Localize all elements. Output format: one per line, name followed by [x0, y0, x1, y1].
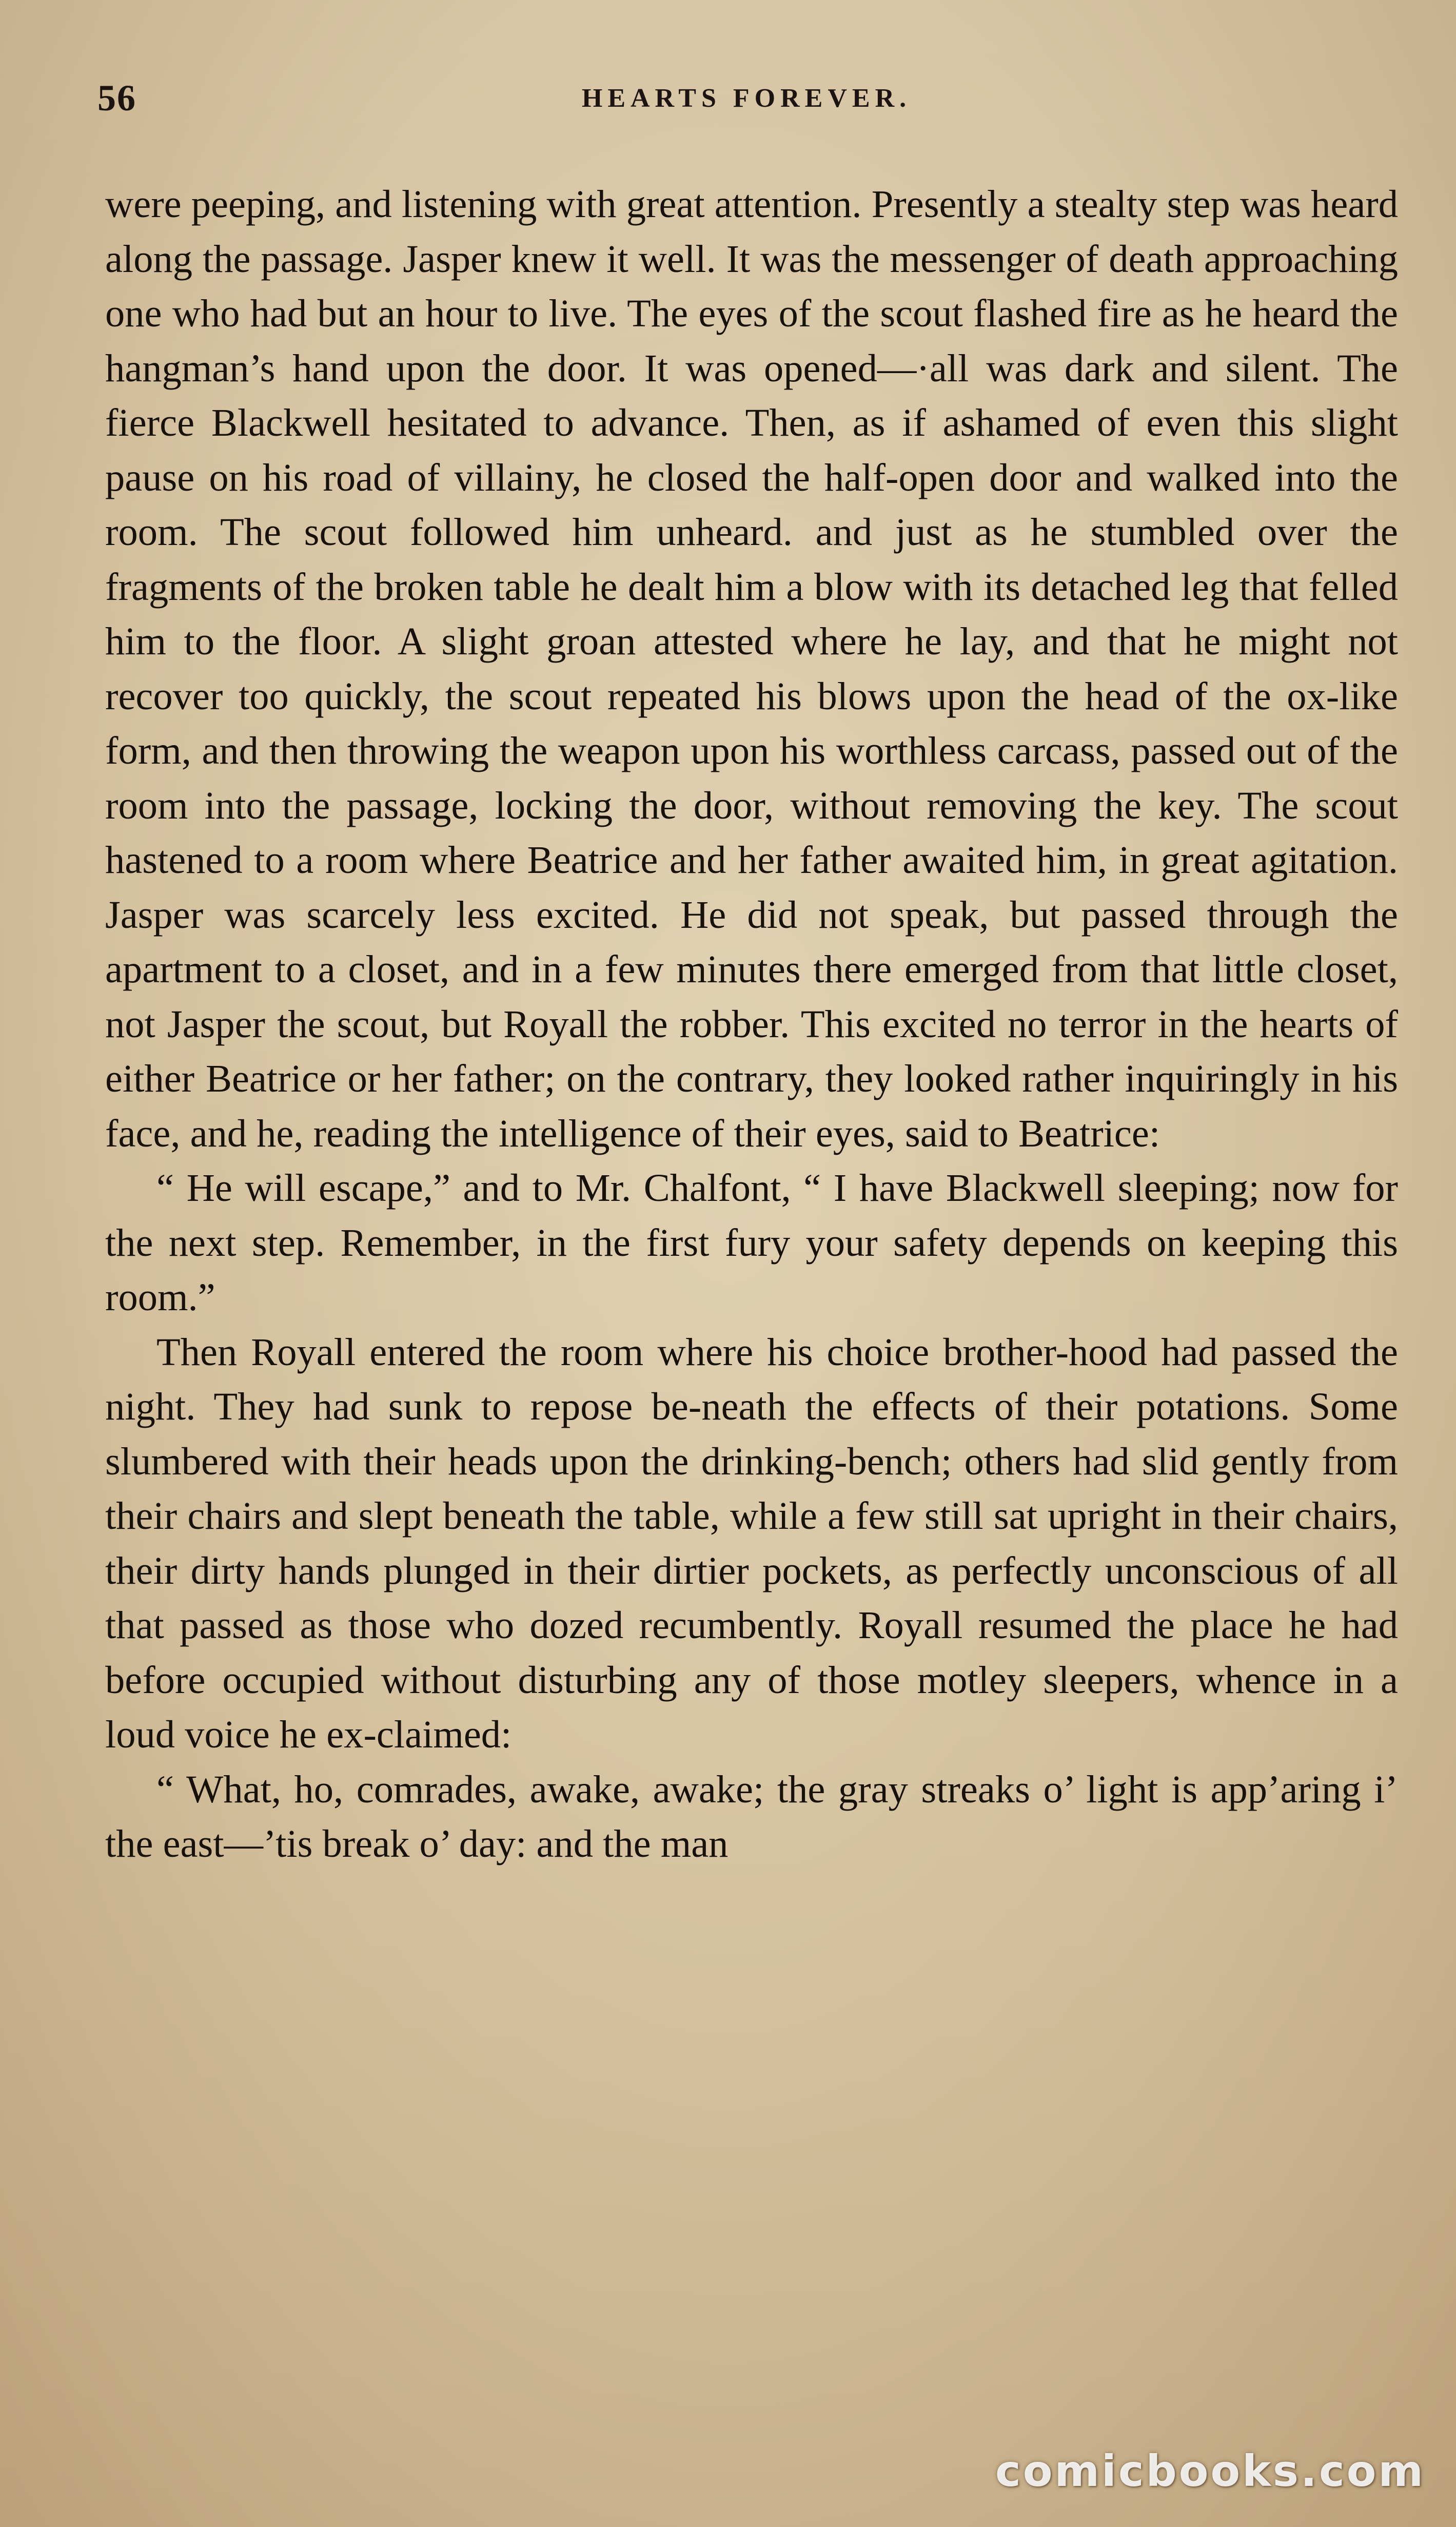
- paragraph-2: “ He will escape,” and to Mr. Chalfont, “ I have Blackwell sleeping; now for the next step. Remember, in the first fury your safety depends on keeping this room.”: [105, 1166, 1398, 1319]
- paragraph-4: “ What, ho, comrades, awake, awake; the gray streaks o’ light is app’aring i’ the east—’tis break o’ day: and the man: [105, 1767, 1398, 1865]
- running-title: HEARTS FOREVER.: [581, 84, 912, 113]
- running-head: [97, 77, 1395, 133]
- site-watermark: comicbooks.com: [995, 2446, 1425, 2496]
- body-text: [105, 177, 1398, 1872]
- paragraph-1: were peeping, and listening with great attention. Presently a stealty step was heard along the passage. Jasper knew it well. It was the messenger of death approaching one who had but an hour to live. The eyes of the scout flashed fire as he heard the hangman’s hand upon the door. It was opened—·all was dark and silent. The fierce Blackwell hesitated to advance. Then, as if ashamed of even this slight pause on his road of villainy, he closed the half-open door and walked into the room. The scout followed him unheard. and just as he stumbled over the fragments of the broken table he dealt him a blow with its detached leg that felled him to the floor. A slight groan attested where he lay, and that he might not recover too quickly, the scout repeated his blows upon the head of the ox-like form, and then throwing the weapon upon his worthless carcass, passed out of the room into the passage, locking the door, without removing the key. The scout hastened to a room where Beatrice and her father awaited him, in great agitation. Jasper was scarcely less excited. He did not speak, but passed through the apartment to a closet, and in a few minutes there emerged from that little closet, not Jasper the scout, but Royall the robber. This excited no terror in the hearts of either Beatrice or her father; on the contrary, they looked rather inquiringly in his face, and he, reading the intelligence of their eyes, said to Beatrice:: [105, 182, 1398, 1155]
- page-number: 56: [97, 77, 136, 119]
- paragraph-3: Then Royall entered the room where his choice brother-hood had passed the night. They had sunk to repose be-neath the effects of their potations. Some slumbered with their heads upon the drinking-bench; others had slid gently from their chairs and slept beneath the table, while a few still sat upright in their chairs, their dirty hands plunged in their dirtier pockets, as perfectly unconscious of all that passed as those who dozed recumbently. Royall resumed the place he had before occupied without disturbing any of those motley sleepers, whence in a loud voice he ex-claimed:: [105, 1330, 1398, 1756]
